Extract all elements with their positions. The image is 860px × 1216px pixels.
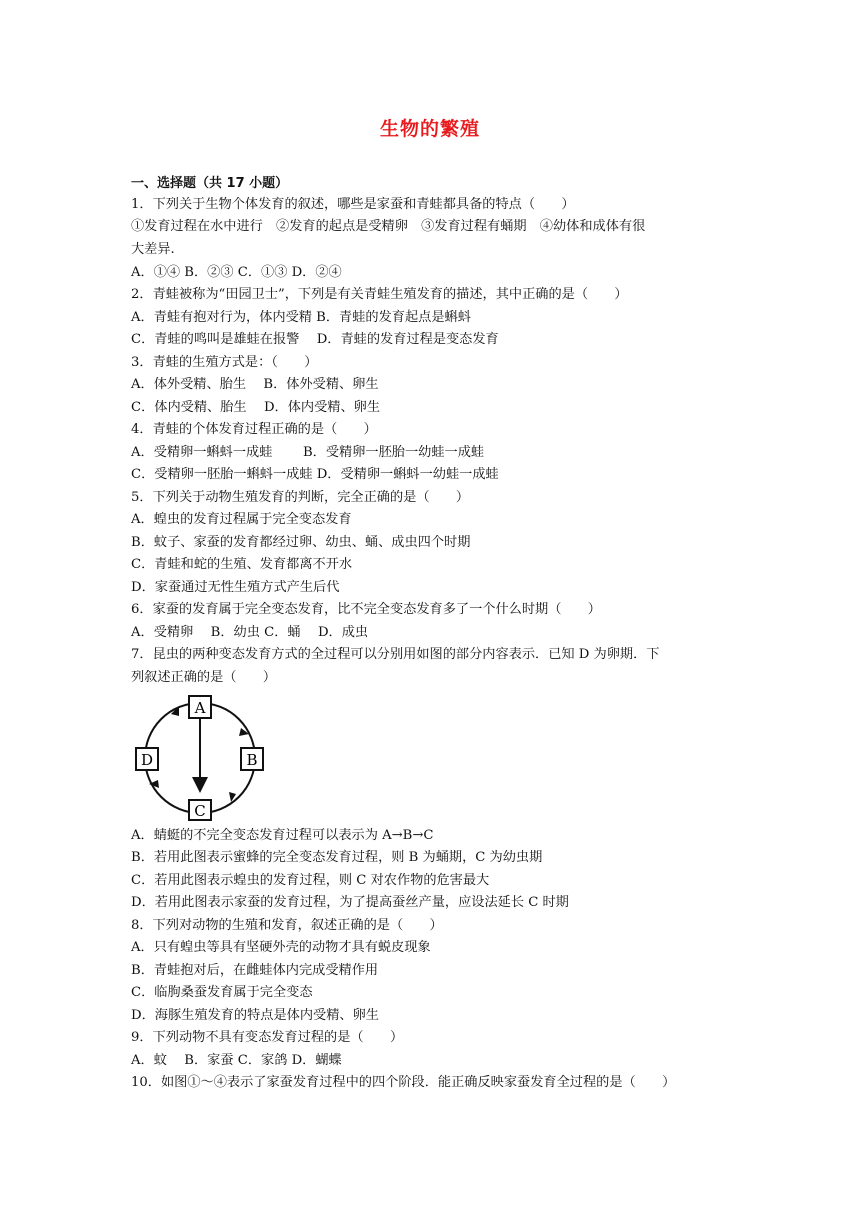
life-cycle-diagram bbox=[131, 692, 273, 822]
question-line: C．若用此图表示蝗虫的发育过程，则 C 对农作物的危害最大 bbox=[131, 873, 490, 888]
question-line: 2．青蛙被称为“田园卫士”，下列是有关青蛙生殖发育的描述，其中正确的是（ ） bbox=[131, 287, 628, 302]
stage-label-b: B bbox=[246, 751, 258, 769]
question-line: A．蜻蜓的不完全变态发育过程可以表示为 A→B→C bbox=[131, 828, 434, 843]
question-line: ①发育过程在水中进行 ②发育的起点是受精卵 ③发育过程有蛹期 ④幼体和成体有很 bbox=[131, 219, 646, 234]
question-line: 4．青蛙的个体发育过程正确的是（ ） bbox=[131, 422, 377, 437]
question-line: 8．下列对动物的生殖和发育，叙述正确的是（ ） bbox=[131, 918, 443, 933]
question-line: C．体内受精、胎生 D．体内受精、卵生 bbox=[131, 400, 381, 415]
question-line: B．青蛙抱对后，在雌蛙体内完成受精作用 bbox=[131, 963, 379, 978]
question-line: A．受精卵 B．幼虫 C．蛹 D．成虫 bbox=[131, 625, 369, 640]
question-line: A．蝗虫的发育过程属于完全变态发育 bbox=[131, 512, 352, 527]
question-line: A．受精卵一蝌蚪一成蛙 B．受精卵一胚胎一幼蛙一成蛙 bbox=[131, 445, 485, 460]
question-line: D．家蚕通过无性生殖方式产生后代 bbox=[131, 580, 340, 595]
question-line: D．若用此图表示家蚕的发育过程，为了提高蚕丝产量，应设法延长 C 时期 bbox=[131, 895, 569, 910]
stage-label-c: C bbox=[194, 802, 206, 820]
question-line: 大差异. bbox=[131, 242, 175, 257]
question-line: C．青蛙和蛇的生殖、发育都离不开水 bbox=[131, 557, 353, 572]
question-line: A．体外受精、胎生 B．体外受精、卵生 bbox=[131, 377, 379, 392]
question-line: 1．下列关于生物个体发育的叙述，哪些是家蚕和青蛙都具备的特点（ ） bbox=[131, 197, 575, 212]
section-heading: 一、选择题（共 17 小题） bbox=[131, 176, 289, 191]
question-line: 10．如图①～④表示了家蚕发育过程中的四个阶段．能正确反映家蚕发育全过程的是（ ） bbox=[131, 1075, 676, 1090]
stage-label-d: D bbox=[140, 751, 154, 769]
question-line: 3．青蛙的生殖方式是：（ ） bbox=[131, 355, 318, 370]
question-line: A．只有蝗虫等具有坚硬外壳的动物才具有蜕皮现象 bbox=[131, 940, 431, 955]
question-line: B．若用此图表示蜜蜂的完全变态发育过程，则 B 为蛹期，C 为幼虫期 bbox=[131, 850, 543, 865]
stage-label-a: A bbox=[194, 699, 206, 717]
question-line: B．蚊子、家蚕的发育都经过卵、幼虫、蛹、成虫四个时期 bbox=[131, 535, 471, 550]
question-line: 6．家蚕的发育属于完全变态发育，比不完全变态发育多了一个什么时期（ ） bbox=[131, 602, 601, 617]
question-line: A．蚊 B．家蚕 C．家鸽 D．蝴蝶 bbox=[131, 1053, 342, 1068]
question-line: A．①④ B．②③ C．①③ D．②④ bbox=[131, 265, 342, 280]
question-line: 列叙述正确的是（ ） bbox=[131, 670, 277, 685]
question-line: D．海豚生殖发育的特点是体内受精、卵生 bbox=[131, 1008, 379, 1023]
question-line: A．青蛙有抱对行为，体内受精 B．青蛙的发育起点是蝌蚪 bbox=[131, 310, 471, 325]
question-line: 5．下列关于动物生殖发育的判断，完全正确的是（ ） bbox=[131, 490, 470, 505]
question-line: C．青蛙的鸣叫是雄蛙在报警 D．青蛙的发育过程是变态发育 bbox=[131, 332, 499, 347]
question-line: 7．昆虫的两种变态发育方式的全过程可以分别用如图的部分内容表示．已知 D 为卵期．下 bbox=[131, 647, 660, 662]
question-line: C．受精卵一胚胎一蝌蚪一成蛙 D．受精卵一蝌蚪一幼蛙一成蛙 bbox=[131, 467, 499, 482]
question-line: 9．下列动物不具有变态发育过程的是（ ） bbox=[131, 1030, 404, 1045]
question-line: C．临朐桑蚕发育属于完全变态 bbox=[131, 985, 313, 1000]
page-title: 生物的繁殖 bbox=[379, 118, 480, 140]
